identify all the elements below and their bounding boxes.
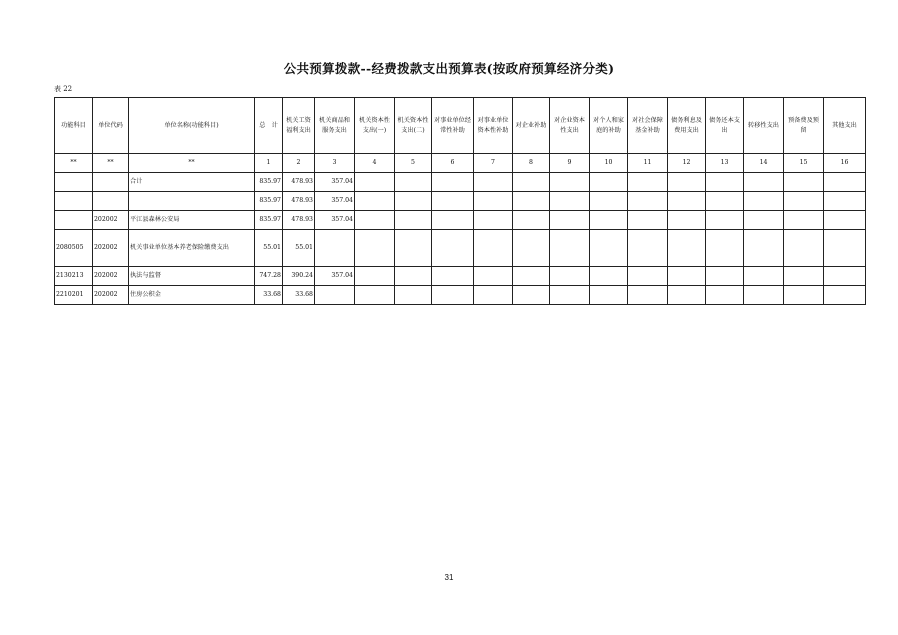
page-title: 公共预算拨款--经费拨款支出预算表(按政府预算经济分类) [283, 61, 615, 76]
column-header: 机关工资福利支出 [283, 98, 315, 154]
total-cell: 55.01 [255, 230, 283, 267]
salary-welfare-cell: 478.93 [283, 211, 315, 230]
column-number: 16 [824, 154, 866, 173]
unit-name-cell: 合计 [129, 173, 255, 192]
unit-name-cell: 平江县森林公安局 [129, 211, 255, 230]
column-header: 债务利息及费用支出 [668, 98, 706, 154]
table-row [55, 211, 866, 230]
column-number: 10 [590, 154, 628, 173]
column-number: 9 [550, 154, 590, 173]
column-number: 13 [706, 154, 744, 173]
column-header: 对社会保障基金补助 [628, 98, 668, 154]
column-number: 14 [744, 154, 784, 173]
unit-code-cell [93, 192, 129, 211]
column-header: 机关商品和服务支出 [315, 98, 355, 154]
table-row-total [55, 173, 866, 192]
table-row [55, 192, 866, 211]
column-number: 2 [283, 154, 315, 173]
goods-services-cell: 357.04 [315, 211, 355, 230]
column-number: 6 [432, 154, 474, 173]
total-cell: 33.68 [255, 286, 283, 305]
function-code-cell [55, 173, 93, 192]
total-cell: 835.97 [255, 173, 283, 192]
function-code-cell: 2130213 [55, 267, 93, 286]
column-number: 7 [474, 154, 513, 173]
table-row [55, 267, 866, 286]
column-number: 4 [355, 154, 395, 173]
function-code-cell: 2080505 [55, 230, 93, 267]
goods-services-cell: 357.04 [315, 192, 355, 211]
salary-welfare-cell: 478.93 [283, 173, 315, 192]
column-number: 11 [628, 154, 668, 173]
unit-code-cell [93, 173, 129, 192]
total-cell: 747.28 [255, 267, 283, 286]
table-label: 表 22 [54, 85, 73, 93]
total-cell: 835.97 [255, 211, 283, 230]
unit-code-cell: 202002 [93, 286, 129, 305]
column-header: 对企业资本性支出 [550, 98, 590, 154]
column-header: 机关资本性支出(二) [395, 98, 432, 154]
column-header: 对个人和家庭的补助 [590, 98, 628, 154]
table-row [55, 286, 866, 305]
column-number: ** [129, 154, 255, 173]
table-row [55, 230, 866, 267]
column-header: 总 计 [255, 98, 283, 154]
column-header: 其他支出 [824, 98, 866, 154]
column-header: 对事业单位资本性补助 [474, 98, 513, 154]
total-cell: 835.97 [255, 192, 283, 211]
salary-welfare-cell: 478.93 [283, 192, 315, 211]
column-number: ** [55, 154, 93, 173]
column-number: 8 [513, 154, 550, 173]
column-header: 预备费及预留 [784, 98, 824, 154]
unit-code-cell: 202002 [93, 267, 129, 286]
column-header: 转移性支出 [744, 98, 784, 154]
column-number: 1 [255, 154, 283, 173]
salary-welfare-cell: 390.24 [283, 267, 315, 286]
unit-name-cell: 执法与监督 [129, 267, 255, 286]
header-row [55, 98, 866, 154]
page-number: 31 [444, 573, 454, 582]
column-header: 单位名称(功能科目) [129, 98, 255, 154]
unit-name-cell: 住房公积金 [129, 286, 255, 305]
function-code-cell: 2210201 [55, 286, 93, 305]
goods-services-cell [315, 230, 355, 267]
column-header: 对事业单位经常性补助 [432, 98, 474, 154]
function-code-cell [55, 211, 93, 230]
unit-code-cell: 202002 [93, 230, 129, 267]
column-number: ** [93, 154, 129, 173]
salary-welfare-cell: 55.01 [283, 230, 315, 267]
column-number: 5 [395, 154, 432, 173]
goods-services-cell: 357.04 [315, 173, 355, 192]
budget-table [54, 97, 866, 305]
column-header: 功能科目 [55, 98, 93, 154]
salary-welfare-cell: 33.68 [283, 286, 315, 305]
column-header: 单位代码 [93, 98, 129, 154]
unit-code-cell: 202002 [93, 211, 129, 230]
function-code-cell [55, 192, 93, 211]
column-number: 3 [315, 154, 355, 173]
unit-name-cell [129, 192, 255, 211]
column-header: 对企业补助 [513, 98, 550, 154]
column-header: 债务还本支出 [706, 98, 744, 154]
column-header: 机关资本性支出(一) [355, 98, 395, 154]
column-number-row [55, 154, 866, 173]
goods-services-cell [315, 286, 355, 305]
unit-name-cell: 机关事业单位基本养老保险缴费支出 [129, 230, 255, 267]
goods-services-cell: 357.04 [315, 267, 355, 286]
column-number: 12 [668, 154, 706, 173]
column-number: 15 [784, 154, 824, 173]
